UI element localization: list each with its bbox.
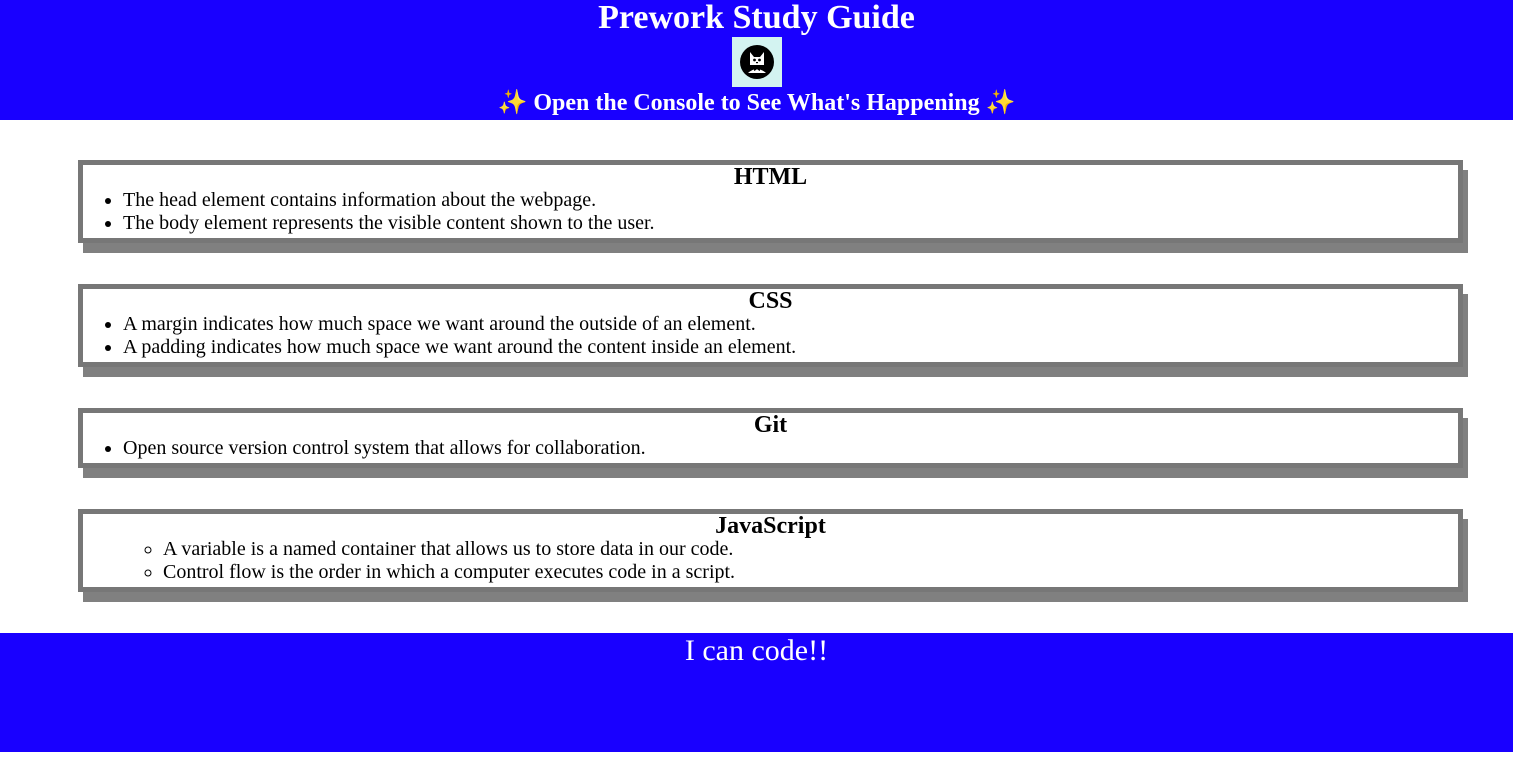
page-subtitle [0, 87, 1513, 119]
page-title: Prework Study Guide [598, 0, 915, 36]
section-list [83, 313, 1458, 359]
list-item: • A padding indicates how much space we want around the content inside an element. [123, 336, 1458, 359]
section-css [78, 284, 1463, 367]
section-git [78, 408, 1463, 468]
logo-image [732, 37, 782, 87]
section-title: CSS [748, 288, 793, 314]
section-html [78, 160, 1463, 243]
list-item: • A margin indicates how much space we want around the outside of an element. [123, 313, 1458, 336]
list-item: ◦ Control flow is the order in which a computer executes code in a script. [163, 561, 1458, 584]
section-javascript [78, 509, 1463, 592]
section-list [83, 538, 1458, 584]
page-header [0, 0, 1513, 120]
list-item: • Open source version control system that allows for collaboration. [123, 437, 1458, 460]
section-title: Git [753, 412, 788, 438]
section-title: JavaScript [715, 513, 826, 539]
page-footer [0, 633, 1513, 752]
list-item: • The body element represents the visible content shown to the user. [123, 212, 1458, 235]
subtitle-text: Open the Console to See What's Happening [533, 90, 980, 116]
cat-avatar-icon [740, 45, 774, 79]
sparkle-icon: ✨ [497, 90, 528, 116]
section-list [83, 437, 1458, 460]
section-list [83, 189, 1458, 235]
list-item: ◦ A variable is a named container that allows us to store data in our code. [163, 538, 1458, 561]
footer-text: I can code!! [684, 634, 829, 667]
section-title: HTML [733, 164, 808, 190]
list-item: • The head element contains information about the webpage. [123, 189, 1458, 212]
sparkle-icon: ✨ [985, 90, 1016, 116]
